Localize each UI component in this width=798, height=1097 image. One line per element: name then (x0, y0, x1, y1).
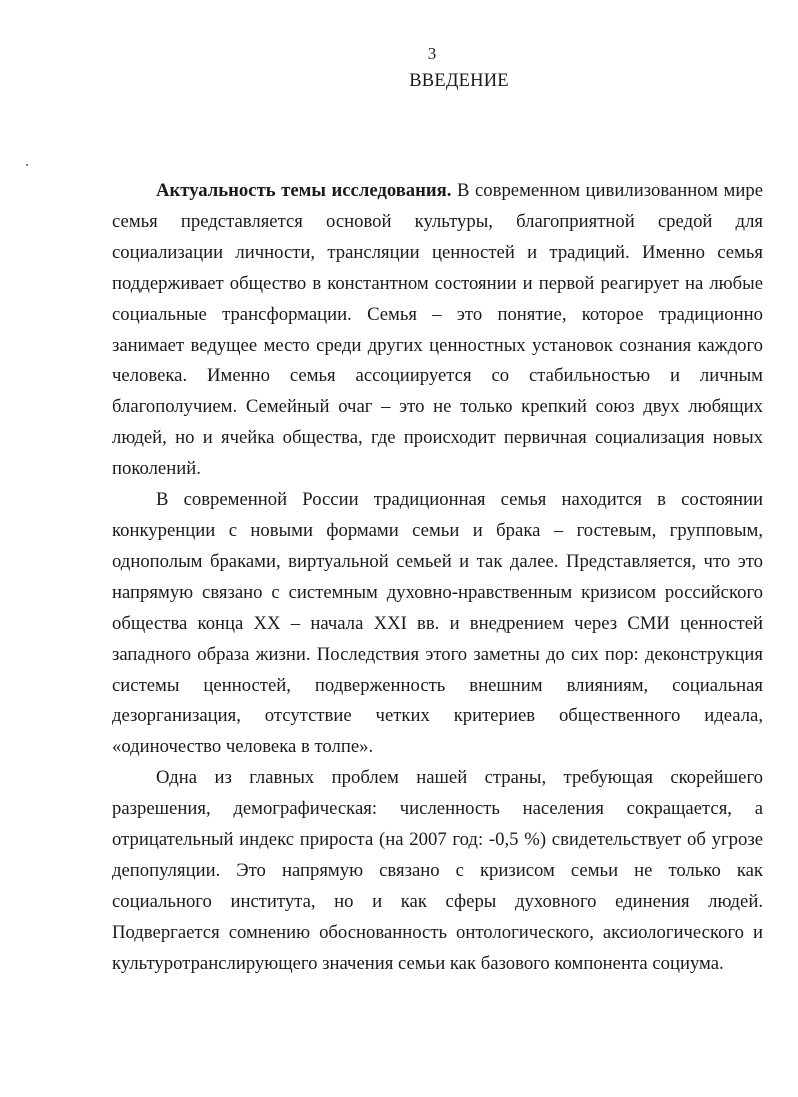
paragraph-2: В современной России традиционная семья находится в состоянии конкуренции с новыми формами семьи и брака – гостевым, групповым, однополым браками, виртуальной семьей и так далее. Представляется, что это напрямую связано с системным духовно-нравственным кризисом российского общества конца XX – начала XXI вв. и внедрением через СМИ ценностей западного образа жизни. Последствия этого заметны до сих пор: деконструкция системы ценностей, подверженность внешним влияниям, социальная дезорганизация, отсутствие четких критериев общественного идеала, «одиночество человека в толпе». (112, 489, 763, 758)
section-heading: ВВЕДЕНИЕ (409, 71, 509, 91)
body-text (112, 176, 763, 980)
paragraph-1-text: В современном цивилизованном мире семья представляется основой культуры, благоприятной средой для социализации личности, трансляции ценностей и традиций. Именно семья поддерживает общество в константном состоянии и первой реагирует на любые социальные трансформации. Семья – это понятие, которое традиционно занимает ведущее место среди других ценностных установок сознания каждого человека. Именно семья ассоциируется со стабильностью и личным благополучием. Семейный очаг – это не только крепкий союз двух любящих людей, но и ячейка общества, где происходит первичная социализация новых поколений. (112, 180, 764, 480)
paragraph-1-lead: Актуальность темы исследования. (156, 180, 452, 201)
paragraph-1 (112, 176, 763, 485)
page-number: 3 (427, 44, 437, 63)
scan-speck (26, 164, 28, 166)
paragraph-3: Одна из главных проблем нашей страны, требующая скорейшего разрешения, демографическая: численность населения сокращается, а отрицательный индекс прироста (на 2007 год: -0,5 %) свидетельствует об угрозе депопуляции. Это напрямую связано с кризисом семьи не только как социального института, но и как сферы духовного единения людей. Подвергается сомнению обоснованность онтологического, аксиологического и культуротранслирующего значения семьи как базового компонента социума. (112, 767, 763, 974)
